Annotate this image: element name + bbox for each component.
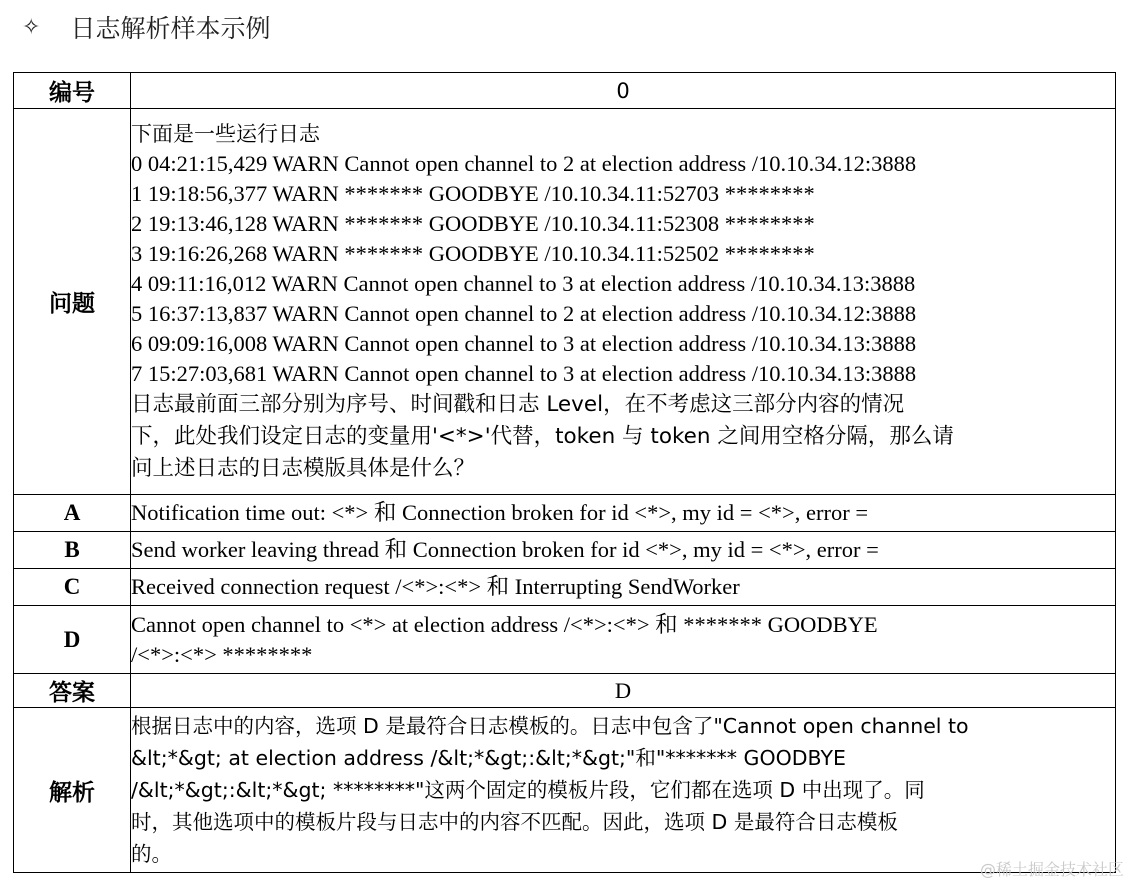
question-note-line: 问上述日志的日志模版具体是什么？ bbox=[131, 455, 476, 481]
analysis-cell bbox=[131, 708, 1116, 873]
analysis-row bbox=[14, 708, 1116, 873]
option-text bbox=[131, 606, 1116, 674]
option-row-b bbox=[14, 532, 1116, 569]
heading-title: 日志解析样本示例 bbox=[70, 14, 271, 43]
analysis-label: 解析 bbox=[14, 708, 131, 873]
analysis-text bbox=[131, 710, 1115, 870]
question-note-line: 下，此处我们设定日志的变量用'<*>'代替，token 与 token 之间用空格分隔，那么请 bbox=[131, 423, 954, 449]
option-row-d bbox=[14, 606, 1116, 674]
option-row-c bbox=[14, 569, 1116, 606]
option-label: D bbox=[14, 606, 131, 674]
log-line: 1 19:18:56,377 WARN ******* GOODBYE /10.10.34.11:52703 ******** bbox=[131, 180, 815, 206]
option-text: Send worker leaving thread 和 Connection broken for id <*>, my id = <*>, error = bbox=[131, 532, 1116, 569]
question-row bbox=[14, 109, 1116, 495]
log-line: 6 09:09:16,008 WARN Cannot open channel to 3 at election address /10.10.34.13:3888 bbox=[131, 330, 917, 356]
id-label: 编号 bbox=[14, 73, 131, 109]
analysis-line: /&lt;*&gt;:&lt;*&gt; ********"这两个固定的模板片段，它们都在选项 D 中出现了。同 bbox=[131, 778, 925, 802]
id-row bbox=[14, 73, 1116, 109]
log-line: 2 19:13:46,128 WARN ******* GOODBYE /10.10.34.11:52308 ******** bbox=[131, 210, 815, 236]
option-label: B bbox=[14, 532, 131, 569]
section-heading bbox=[22, 8, 270, 46]
four-pointed-star-icon: ✧ bbox=[22, 14, 41, 40]
answer-value: D bbox=[131, 674, 1116, 708]
question-note-line: 日志最前面三部分别为序号、时间戳和日志 Level，在不考虑这三部分内容的情况 bbox=[131, 391, 905, 417]
answer-row bbox=[14, 674, 1116, 708]
question-cell bbox=[131, 109, 1116, 495]
analysis-line: 根据日志中的内容，选项 D 是最符合日志模板的。日志中包含了"Cannot open channel to bbox=[131, 714, 969, 738]
question-label: 问题 bbox=[14, 109, 131, 495]
analysis-line: 的。 bbox=[131, 842, 172, 866]
option-text-line: Cannot open channel to <*> at election address /<*>:<*> 和 ******* GOODBYE bbox=[131, 611, 878, 637]
log-line: 0 04:21:15,429 WARN Cannot open channel to 2 at election address /10.10.34.12:3888 bbox=[131, 150, 917, 176]
option-label: A bbox=[14, 495, 131, 532]
question-intro: 下面是一些运行日志 bbox=[131, 121, 320, 146]
analysis-line: 时，其他选项中的模板片段与日志中的内容不匹配。因此，选项 D 是最符合日志模板 bbox=[131, 810, 898, 834]
option-text: Notification time out: <*> 和 Connection broken for id <*>, my id = <*>, error = bbox=[131, 495, 1116, 532]
option-label: C bbox=[14, 569, 131, 606]
option-text-line: /<*>:<*> ******** bbox=[131, 641, 313, 667]
log-lines bbox=[131, 149, 1115, 389]
id-value: 0 bbox=[131, 73, 1116, 109]
log-line: 3 19:16:26,268 WARN ******* GOODBYE /10.10.34.11:52502 ******** bbox=[131, 240, 815, 266]
log-line: 5 16:37:13,837 WARN Cannot open channel to 2 at election address /10.10.34.12:3888 bbox=[131, 300, 917, 326]
qa-table bbox=[13, 72, 1116, 873]
log-line: 7 15:27:03,681 WARN Cannot open channel to 3 at election address /10.10.34.13:3888 bbox=[131, 360, 917, 386]
option-text: Received connection request /<*>:<*> 和 Interrupting SendWorker bbox=[131, 569, 1116, 606]
analysis-line: &lt;*&gt; at election address /&lt;*&gt;:&lt;*&gt;"和"******* GOODBYE bbox=[131, 746, 846, 770]
log-line: 4 09:11:16,012 WARN Cannot open channel to 3 at election address /10.10.34.13:3888 bbox=[131, 270, 916, 296]
question-note bbox=[131, 389, 1115, 485]
answer-label: 答案 bbox=[14, 674, 131, 708]
option-row-a bbox=[14, 495, 1116, 532]
watermark: @稀土掘金技术社区 bbox=[979, 860, 1124, 879]
